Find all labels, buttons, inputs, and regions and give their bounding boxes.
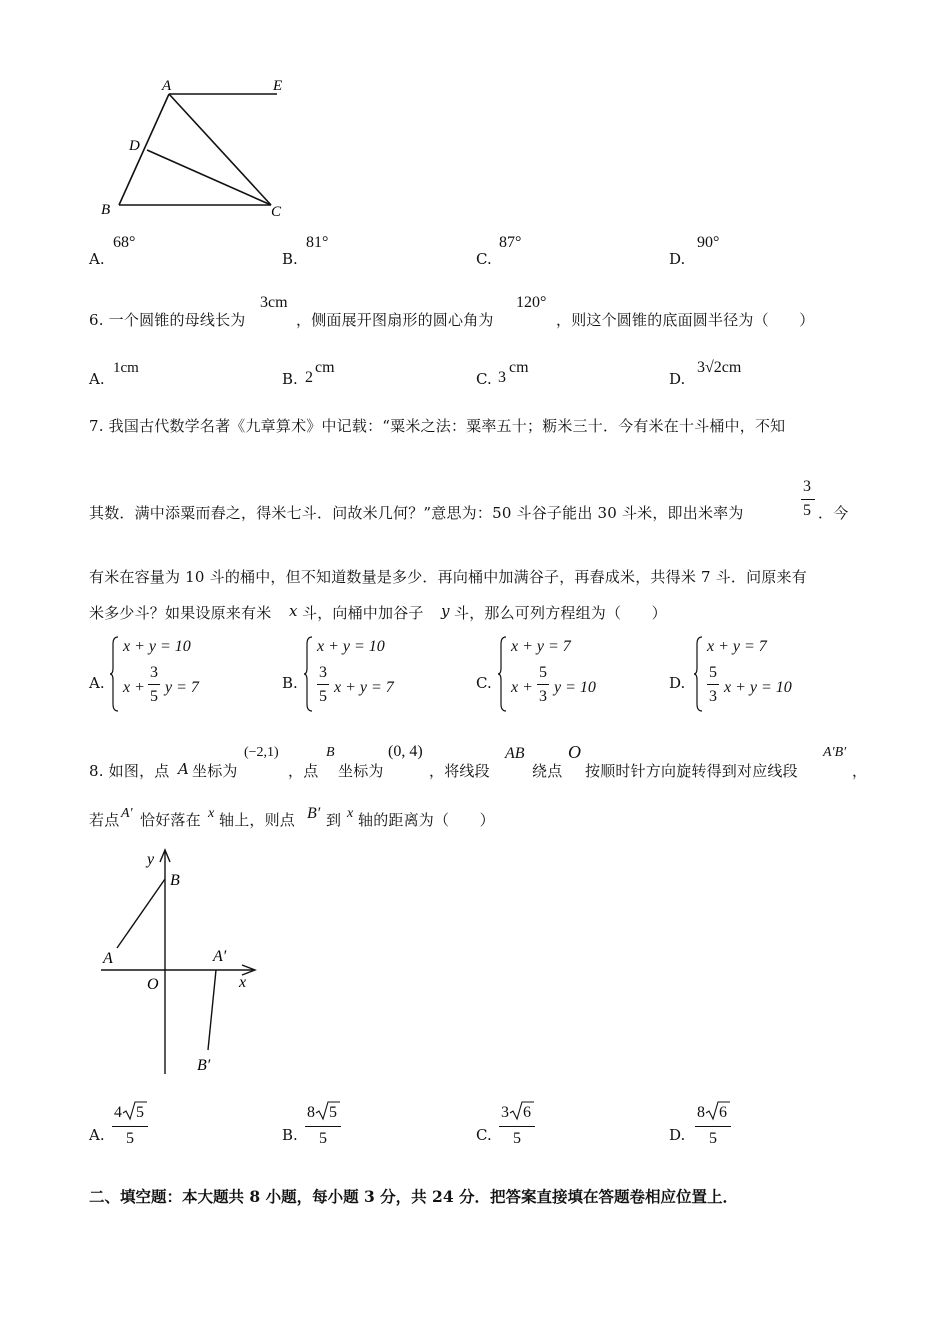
frac-den: 3	[709, 688, 717, 705]
q6-math-1: 3cm	[260, 294, 288, 311]
point-label-b: B	[101, 202, 111, 218]
q8-line2-a: 若点	[89, 811, 120, 829]
fraction-bar	[148, 684, 160, 685]
axis-x: x	[208, 806, 215, 821]
frac-num: 3	[319, 664, 327, 681]
frac-den: 5	[319, 688, 327, 705]
q7-frac-den: 5	[803, 502, 811, 519]
q8-line2-c: 轴上，则点	[219, 811, 296, 829]
point-b: B	[326, 745, 335, 760]
brace-icon	[498, 636, 508, 712]
radical-coef: 8	[697, 1104, 705, 1121]
point-label-c: C	[271, 204, 282, 220]
fraction-bar	[537, 684, 549, 685]
frac-den: 5	[319, 1130, 327, 1147]
origin-label: O	[147, 976, 159, 993]
option-label: C.	[476, 1126, 492, 1144]
radical-coef: 8	[307, 1104, 315, 1121]
point-label-b-prime: B′	[197, 1057, 211, 1074]
fraction-bar	[112, 1126, 148, 1127]
radicand: 6	[523, 1104, 531, 1121]
q7-line-4b: 斗，向桶中加谷子	[302, 604, 424, 622]
option-label: D.	[669, 370, 686, 388]
q8-line2-e: 轴的距离为（ ）	[358, 811, 495, 829]
point-label-d: D	[129, 138, 140, 154]
q7-frac-num: 3	[803, 478, 811, 495]
q8-line2-b: 恰好落在	[140, 811, 201, 829]
point-a: A	[178, 760, 190, 778]
x-axis-label: x	[239, 974, 247, 991]
fraction-bar	[707, 684, 719, 685]
triangle-figure	[95, 72, 305, 222]
frac-den: 5	[126, 1130, 134, 1147]
option-label: B.	[282, 674, 298, 692]
option-label: D.	[669, 674, 686, 692]
point-label-a-prime: A′	[213, 948, 227, 965]
option-label: B.	[282, 370, 298, 388]
equation-2-prefix: x +	[511, 679, 533, 696]
equation-2-prefix: x +	[123, 679, 145, 696]
fraction-bar	[801, 499, 815, 500]
var-x: x	[289, 602, 298, 620]
frac-num: 5	[539, 664, 547, 681]
fraction-bar	[305, 1126, 341, 1127]
option-value: 3√2cm	[697, 359, 742, 376]
point-a-prime: A′	[121, 806, 133, 821]
q8-text-8: ，	[852, 762, 868, 780]
segment-ab: AB	[505, 745, 525, 762]
frac-num: 5	[709, 664, 717, 681]
equation-1: x + y = 7	[707, 638, 767, 655]
segment-apbp: A′B′	[823, 745, 847, 760]
equation-1: x + y = 10	[123, 638, 191, 655]
option-value: cm	[509, 359, 529, 376]
option-label: B.	[282, 250, 298, 268]
frac-den: 5	[513, 1130, 521, 1147]
q7-line-2-end: ．今	[818, 504, 849, 522]
q8-text-4: 坐标为	[338, 762, 384, 780]
equation-2-suffix: x + y = 7	[334, 679, 394, 696]
point-b-prime: B′	[307, 805, 321, 822]
option-value: 68°	[113, 234, 136, 251]
radical-coef: 4	[114, 1104, 122, 1121]
radicand: 5	[136, 1104, 144, 1121]
equation-1: x + y = 10	[317, 638, 385, 655]
brace-icon	[304, 636, 314, 712]
radicand: 5	[329, 1104, 337, 1121]
q8-text-1: 8. 如图，点	[89, 762, 170, 780]
coordinate-figure	[95, 842, 270, 1082]
sqrt-icon	[315, 1100, 341, 1122]
frac-den: 3	[539, 688, 547, 705]
option-label: C.	[476, 370, 492, 388]
equation-2-suffix: x + y = 10	[724, 679, 792, 696]
equation-2-suffix: y = 7	[165, 679, 199, 696]
option-label: A.	[89, 674, 105, 692]
option-label: A.	[89, 1126, 105, 1144]
point-o: O	[568, 742, 581, 762]
brace-icon	[110, 636, 120, 712]
q7-line-2: 其数．满中添粟而舂之，得米七斗．问故米几何？”意思为：50 斗谷子能出 30 斗米，即出米率为	[89, 504, 744, 522]
option-value: 87°	[499, 234, 522, 251]
var-y: y	[441, 602, 450, 620]
point-label-a: A	[162, 78, 172, 94]
option-prefix: 3	[498, 369, 506, 386]
q8-text-7: 按顺时针方向旋转得到对应线段	[585, 762, 798, 780]
q8-text-3: ，点	[288, 762, 319, 780]
q6-text-1: 6. 一个圆锥的母线长为	[89, 311, 246, 329]
frac-num: 3	[150, 664, 158, 681]
y-axis-label: y	[147, 851, 155, 868]
point-label-b: B	[170, 872, 180, 889]
equation-2-suffix: y = 10	[554, 679, 596, 696]
coord-a: (−2,1)	[244, 745, 279, 760]
sqrt-icon	[122, 1100, 148, 1122]
option-label: D.	[669, 250, 686, 268]
radical-coef: 3	[501, 1104, 509, 1121]
axis-x: x	[347, 806, 354, 821]
option-label: C.	[476, 674, 492, 692]
q7-line-3: 有米在容量为 10 斗的桶中，但不知道数量是多少．再向桶中加满谷子，再舂成米，共得米 7 斗．问原来有	[89, 568, 807, 586]
option-value: cm	[315, 359, 335, 376]
option-label: B.	[282, 1126, 298, 1144]
option-value: 81°	[306, 234, 329, 251]
section-heading: 二、填空题：本大题共 8 小题，每小题 3 分，共 24 分．把答案直接填在答题卷相应位置上．	[89, 1187, 739, 1206]
option-label: A.	[89, 370, 105, 388]
sqrt-icon	[705, 1100, 731, 1122]
option-label: A.	[89, 250, 105, 268]
q6-text-2: ，侧面展开图扇形的圆心角为	[296, 311, 494, 329]
q6-text-3: ，则这个圆锥的底面圆半径为（ ）	[556, 311, 815, 329]
frac-den: 5	[709, 1130, 717, 1147]
option-label: D.	[669, 1126, 686, 1144]
radicand: 6	[719, 1104, 727, 1121]
coord-b: (0, 4)	[388, 743, 423, 760]
q8-text-6: 绕点	[532, 762, 563, 780]
q7-line-1: 7. 我国古代数学名著《九章算术》中记载：“粟米之法：粟率五十；粝米三十．今有米在十斗桶中，不知	[89, 417, 786, 435]
option-label: C.	[476, 250, 492, 268]
q8-line2-d: 到	[326, 811, 342, 829]
point-label-e: E	[273, 78, 283, 94]
fraction-bar	[695, 1126, 731, 1127]
sqrt-icon	[509, 1100, 535, 1122]
q6-math-2: 120°	[516, 294, 547, 311]
point-label-a: A	[103, 950, 113, 967]
q8-text-2: 坐标为	[192, 762, 238, 780]
q7-line-4c: 斗，那么可列方程组为（ ）	[454, 604, 667, 622]
option-value: 90°	[697, 234, 720, 251]
frac-den: 5	[150, 688, 158, 705]
option-prefix: 2	[305, 369, 313, 386]
q8-text-5: ，将线段	[429, 762, 490, 780]
brace-icon	[694, 636, 704, 712]
fraction-bar	[317, 684, 329, 685]
fraction-bar	[499, 1126, 535, 1127]
q7-line-4a: 米多少斗？如果设原来有米	[89, 604, 272, 622]
equation-1: x + y = 7	[511, 638, 571, 655]
option-value: 1cm	[113, 360, 139, 376]
